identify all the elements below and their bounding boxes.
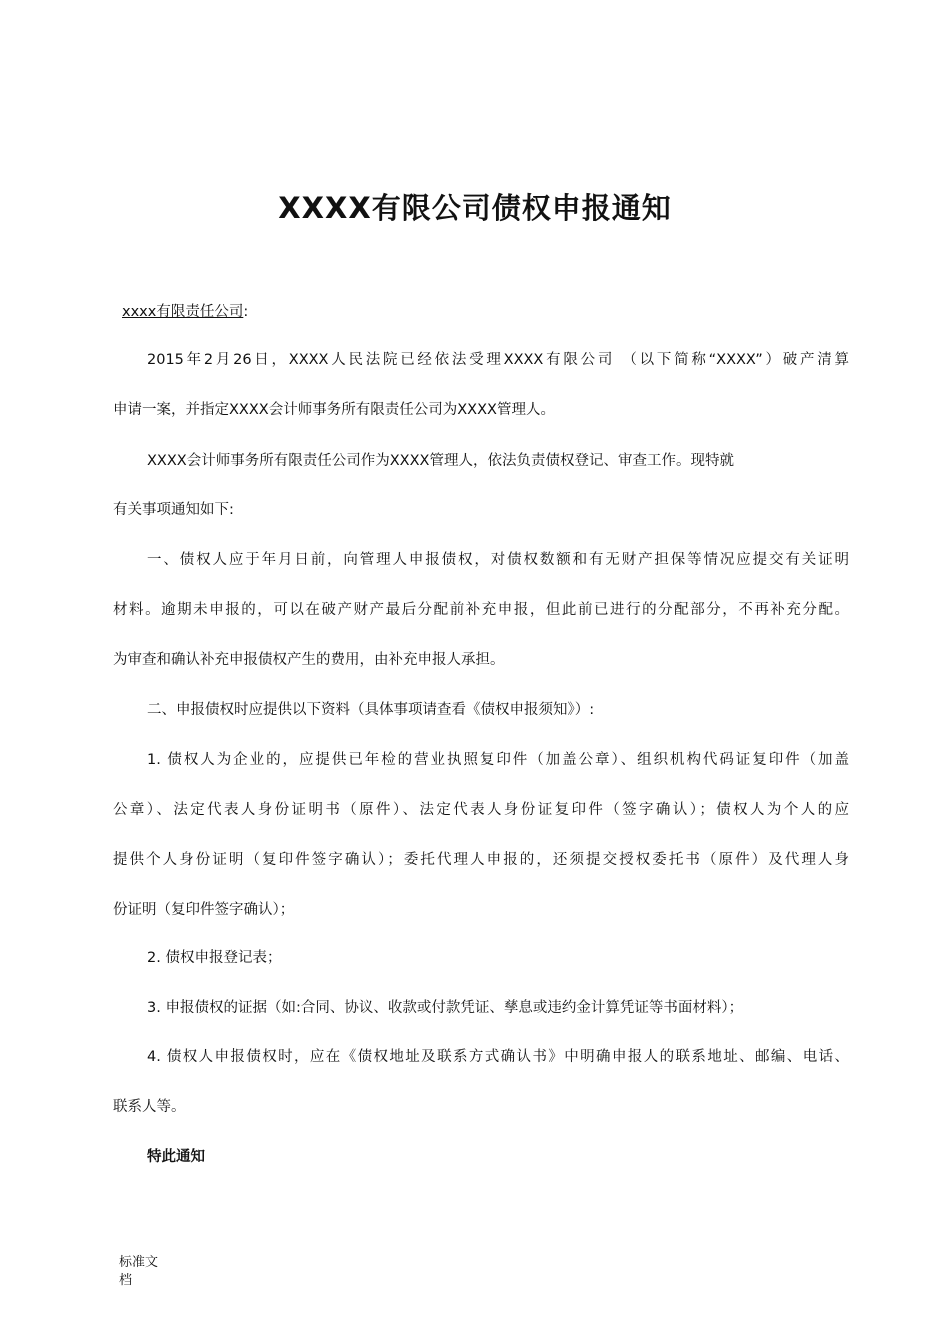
list-item-3: 3. 申报债权的证据（如:合同、协议、收款或付款凭证、孳息或违约金计算凭证等书面材料）； [147,1000,744,1016]
paragraph-1-line-1: 2015年2月26日，XXXX人民法院已经依法受理XXXX有限公司 （以下简称“XXXX”）破产清算 [147,352,849,368]
paragraph-2-line-1: XXXX会计师事务所有限责任公司作为XXXX管理人，依法负责债权登记、审查工作。现特就 [147,453,734,469]
paragraph-3-line-1: 一、债权人应于年月日前，向管理人申报债权，对债权数额和有无财产担保等情况应提交有关证明 [147,552,849,568]
list-item-2: 2. 债权申报登记表； [147,950,282,966]
addressee-colon: : [243,304,249,320]
footer-label: 标准文档 [119,1255,159,1288]
paragraph-3-line-2: 材料。逾期未申报的，可以在破产财产最后分配前补充申报，但此前已进行的分配部分，不再补充分配。 [113,602,849,618]
list-item-4-line-2: 联系人等。 [113,1099,186,1115]
list-item-1-line-4: 份证明（复印件签字确认）； [113,902,295,918]
document-title: XXXX有限公司债权申报通知 [278,191,672,225]
addressee-name: xxxx有限责任公司 [122,304,244,320]
closing-notice: 特此通知 [147,1149,205,1165]
paragraph-3-line-3: 为审查和确认补充申报债权产生的费用，由补充申报人承担。 [113,652,505,668]
paragraph-1-line-2: 申请一案，并指定XXXX会计师事务所有限责任公司为XXXX管理人。 [113,402,555,418]
list-item-1-line-2: 公章）、法定代表人身份证明书（原件）、法定代表人身份证复印件（签字确认）；债权人为个人的应 [113,802,849,818]
addressee-line [122,302,248,322]
paragraph-2-line-2: 有关事项通知如下: [113,502,234,518]
list-item-1-line-1: 1. 债权人为企业的，应提供已年检的营业执照复印件（加盖公章）、组织机构代码证复印件（加盖 [147,752,849,768]
paragraph-4-line-1: 二、申报债权时应提供以下资料（具体事项请查看《债权申报须知》）: [147,702,595,718]
list-item-1-line-3: 提供个人身份证明（复印件签字确认）；委托代理人申报的，还须提交授权委托书（原件）及代理人身 [113,852,849,868]
list-item-4-line-1: 4. 债权人申报债权时，应在《债权地址及联系方式确认书》中明确申报人的联系地址、邮编、电话、 [147,1049,849,1065]
